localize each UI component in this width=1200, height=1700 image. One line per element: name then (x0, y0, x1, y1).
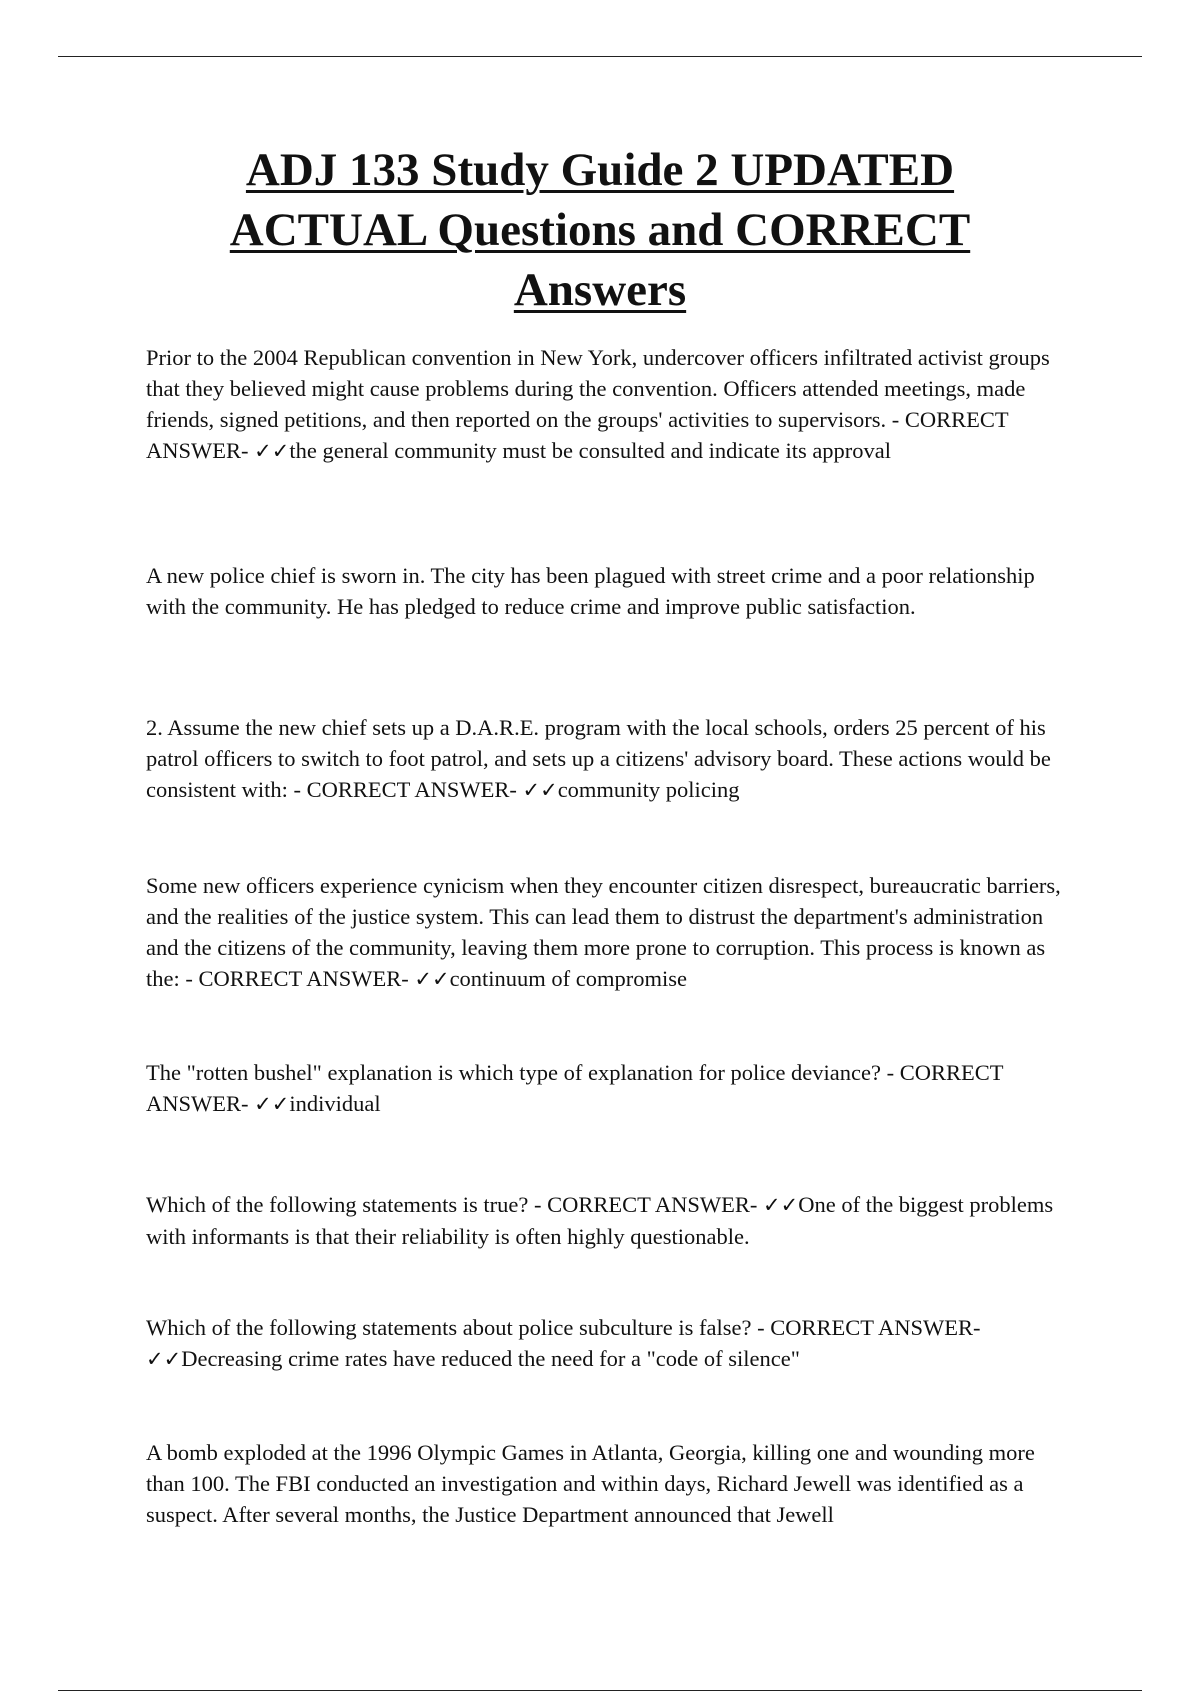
answer-text: individual (289, 1091, 381, 1116)
question-text: Prior to the 2004 Republican convention in New York, undercover officers infiltrated activist groups that they believed might cause problems during the convention. Officers attended meetings, made friends, signed petitions, and then reported on the groups' activities to supervisors. (146, 345, 1050, 432)
qa-item-5 (146, 1057, 1066, 1120)
question-text: A new police chief is sworn in. The city has been plagued with street crime and a poor relationship with the community. He has pledged to reduce crime and improve public satisfaction. (146, 563, 1035, 619)
double-check-icon: ✓✓ (254, 439, 290, 463)
document-title (140, 140, 1060, 320)
qa-item-3 (146, 712, 1066, 806)
bottom-rule (58, 1690, 1142, 1691)
top-rule (58, 56, 1142, 57)
answer-marker: - CORRECT ANSWER- (757, 1315, 981, 1340)
qa-item-8 (146, 1437, 1066, 1530)
question-text: Which of the following statements about police subculture is false? (146, 1315, 752, 1340)
double-check-icon: ✓✓ (763, 1193, 799, 1217)
title-line: ACTUAL Questions and CORRECT (229, 204, 971, 256)
qa-item-7 (146, 1312, 1066, 1375)
question-text: 2. Assume the new chief sets up a D.A.R.E. program with the local schools, orders 25 percent of his patrol officers to switch to foot patrol, and sets up a citizens' advisory board. These actions would be consistent with: (146, 715, 1051, 802)
double-check-icon: ✓✓ (254, 1092, 290, 1116)
question-text: Which of the following statements is true? (146, 1192, 529, 1217)
answer-marker: - CORRECT ANSWER- (146, 1060, 1004, 1116)
qa-item-4 (146, 870, 1066, 995)
question-text: The "rotten bushel" explanation is which type of explanation for police deviance? (146, 1060, 881, 1085)
qa-item-2 (146, 560, 1066, 622)
question-text: A bomb exploded at the 1996 Olympic Games in Atlanta, Georgia, killing one and wounding more than 100. The FBI conducted an investigation and within days, Richard Jewell was identified as a suspect. After several months, the Justice Department announced that Jewell (146, 1440, 1035, 1527)
double-check-icon: ✓✓ (522, 778, 558, 802)
answer-text: Decreasing crime rates have reduced the need for a "code of silence" (181, 1346, 800, 1371)
qa-item-1 (146, 342, 1066, 467)
answer-marker: - CORRECT ANSWER- (185, 966, 415, 991)
answer-marker: - CORRECT ANSWER- (146, 407, 1009, 463)
title-line: ADJ 133 Study Guide 2 UPDATED (245, 144, 955, 196)
answer-text: continuum of compromise (449, 966, 688, 991)
title-line: Answers (513, 264, 687, 316)
double-check-icon: ✓✓ (414, 967, 450, 991)
answer-text: community policing (557, 777, 740, 802)
answer-marker: - CORRECT ANSWER- (293, 777, 523, 802)
answer-text: the general community must be consulted and indicate its approval (289, 438, 892, 463)
qa-item-6 (146, 1189, 1066, 1252)
question-text: Some new officers experience cynicism when they encounter citizen disrespect, bureaucratic barriers, and the realities of the justice system. This can lead them to distrust the department's administration and the citizens of the community, leaving them more prone to corruption. This process is known as the: (146, 873, 1061, 991)
double-check-icon: ✓✓ (146, 1347, 182, 1371)
answer-text: One of the biggest problems with informants is that their reliability is often highly questionable. (146, 1192, 1054, 1249)
answer-marker: - CORRECT ANSWER- (534, 1192, 764, 1217)
